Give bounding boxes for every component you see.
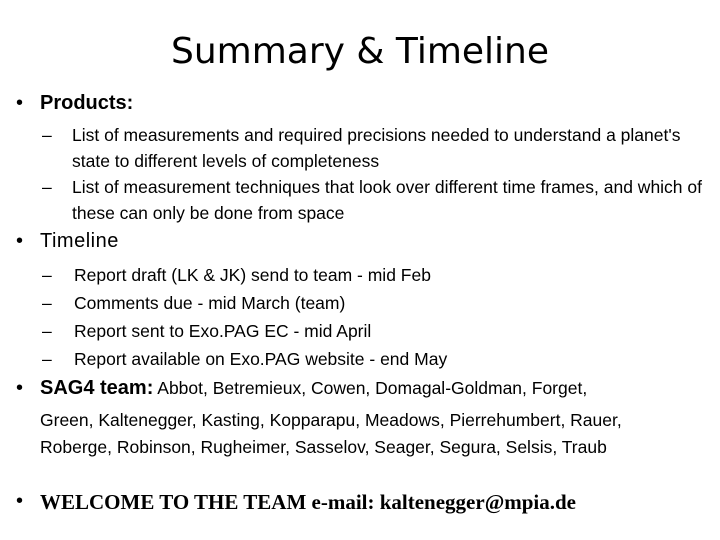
team-names-line1: Abbot, Betremieux, Cowen, Domagal-Goldman, Forget,	[153, 378, 588, 398]
timeline-item-text: Report sent to Exo.PAG EC - mid April	[74, 321, 372, 341]
bullet-dot: •	[16, 377, 24, 399]
dash: –	[42, 349, 52, 369]
timeline-label: Timeline	[40, 230, 119, 252]
products-item-text: List of measurements and required precisions needed to understand a planet's state to different levels of completeness	[72, 125, 681, 171]
dash: –	[42, 293, 52, 313]
bullet-dot: •	[16, 490, 24, 512]
welcome-text: WELCOME TO THE TEAM e-mail: kaltenegger@mpia.de	[40, 490, 576, 514]
bullet-dot: •	[16, 230, 24, 252]
products-label: Products:	[40, 92, 134, 114]
team-label: SAG4 team:	[40, 377, 154, 399]
team-names-rest: Green, Kaltenegger, Kasting, Kopparapu, Meadows, Pierrehumbert, Rauer, Roberge, Robinson, Rugheimer, Sasselov, Seager, Segura, Selsis, Traub	[40, 410, 622, 457]
timeline-item-text: Comments due - mid March (team)	[74, 293, 346, 313]
products-item-text: List of measurement techniques that look over different time frames, and which of these can only be done from space	[72, 177, 702, 223]
timeline-item-text: Report draft (LK & JK) send to team - mid Feb	[74, 265, 431, 285]
timeline-item-text: Report available on Exo.PAG website - end May	[74, 349, 448, 369]
dash: –	[42, 265, 52, 285]
dash: –	[42, 321, 52, 341]
bullet-dot: •	[16, 92, 24, 114]
dash: –	[42, 177, 52, 197]
slide-title: Summary & Timeline	[171, 31, 549, 72]
team-first-line	[40, 377, 715, 400]
dash: –	[42, 125, 52, 145]
